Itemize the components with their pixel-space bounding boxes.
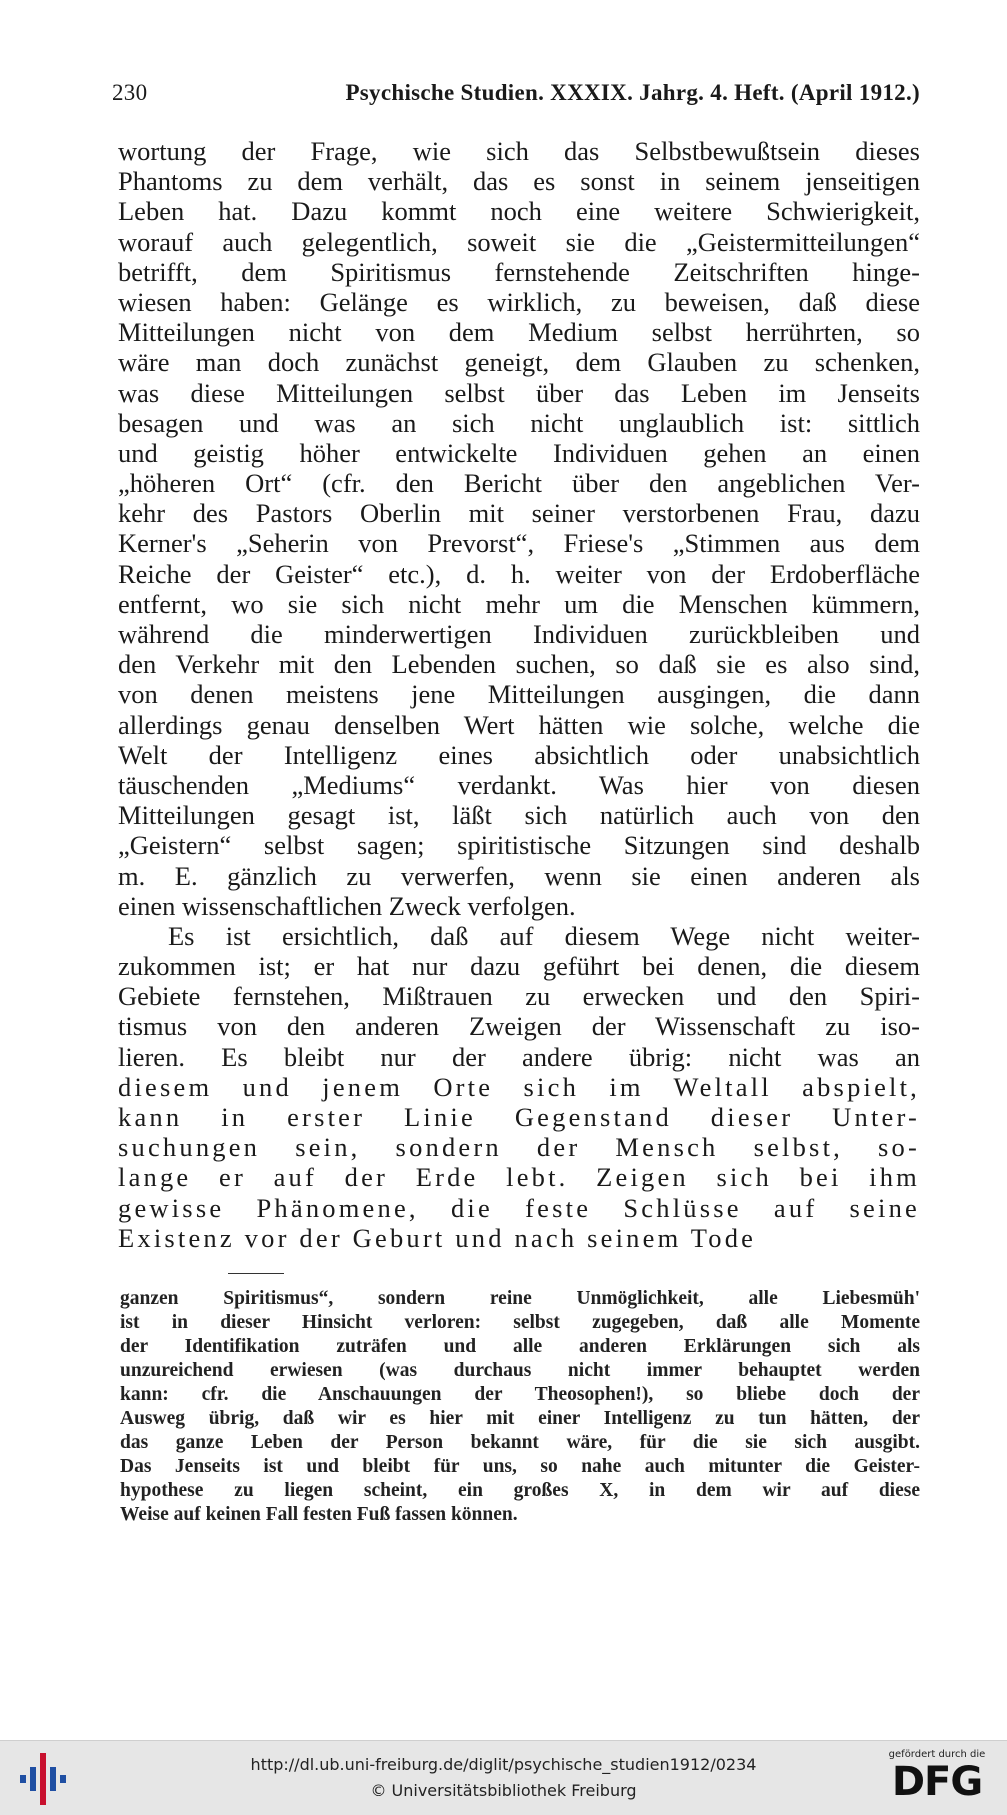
- text-line: was diese Mitteilungen selbst über das Leben im Jenseits: [118, 377, 920, 408]
- dfg-sponsor-logo: [881, 1749, 993, 1803]
- text-line: den Verkehr mit den Lebenden suchen, so daß sie es also sind,: [118, 649, 920, 680]
- text-line: wortung der Frage, wie sich das Selbstbewußtsein dieses: [118, 136, 920, 166]
- text-line: kehr des Pastors Oberlin mit seiner verstorbenen Frau, dazu: [118, 498, 920, 529]
- text-line: einen wissenschaftlichen Zweck verfolgen.: [118, 890, 576, 921]
- text-line: während die minderwertigen Individuen zurückbleiben und: [118, 619, 920, 649]
- text-line: lieren. Es bleibt nur der andere übrig: nicht was an: [118, 1041, 920, 1072]
- text-line: allerdings genau denselben Wert hätten wie solche, welche die: [118, 709, 920, 740]
- text-line: entfernt, wo sie sich nicht mehr um die Menschen kümmern,: [118, 588, 920, 619]
- running-title: Psychische Studien. XXXIX. Jahrg. 4. Heft. (April 1912.): [345, 80, 920, 105]
- text-line: Gebiete fernstehen, Mißtrauen zu erwecken und den Spiri-: [118, 981, 920, 1012]
- text-line: von denen meistens jene Mitteilungen ausgingen, die dann: [118, 679, 920, 710]
- running-header: [112, 80, 920, 114]
- text-line: Kerner's „Seherin von Prevorst“, Friese's „Stimmen aus dem: [118, 528, 920, 559]
- footnote-line: kann: cfr. die Anschauungen der Theosophen!), so bliebe doch der: [120, 1384, 920, 1405]
- footnote-line: Weise auf keinen Fall festen Fuß fassen können.: [120, 1504, 518, 1525]
- text-line: zukommen ist; er hat nur dazu geführt bei denen, die diesem: [118, 951, 920, 982]
- footnote-line: hypothese zu liegen scheint, ein großes X, in dem wir auf diese: [120, 1480, 920, 1501]
- text-line: tismus von den anderen Zweigen der Wissenschaft zu iso-: [118, 1011, 920, 1042]
- source-url-link[interactable]: http://dl.ub.uni-freiburg.de/diglit/psychische_studien1912/0234: [250, 1755, 757, 1774]
- page-number: 230: [112, 80, 148, 105]
- text-line: suchungen sein, sondern der Mensch selbst, so-: [118, 1132, 920, 1163]
- text-line: diesem und jenem Orte sich im Weltall abspielt,: [118, 1071, 920, 1102]
- text-line: Leben hat. Dazu kommt noch eine weitere Schwierigkeit,: [118, 196, 920, 227]
- dfg-mark: DFG: [891, 1759, 983, 1805]
- text-line: betrifft, dem Spiritismus fernstehende Zeitschriften hinge-: [118, 256, 920, 287]
- text-line: lange er auf der Erde lebt. Zeigen sich bei ihm: [118, 1162, 920, 1193]
- footnote-line: Ausweg übrig, daß wir es hier mit einer Intelligenz zu tun hätten, der: [120, 1408, 920, 1429]
- text-line: Reiche der Geister“ etc.), d. h. weiter von der Erdoberfläche: [118, 558, 920, 589]
- text-line: besagen und was an sich nicht unglaublich ist: sittlich: [118, 407, 920, 438]
- footnote-line: Das Jenseits ist und bleibt für uns, so nahe auch mitunter die Geister-: [120, 1456, 920, 1477]
- copyright-notice: © Universitätsbibliothek Freiburg: [370, 1781, 637, 1800]
- text-line: Mitteilungen gesagt ist, läßt sich natürlich auch von den: [118, 800, 920, 831]
- text-line: wiesen haben: Gelänge es wirklich, zu beweisen, daß diese: [118, 286, 920, 317]
- text-line: m. E. gänzlich zu verwerfen, wenn sie einen anderen als: [118, 860, 920, 891]
- viewer-footer: [0, 1740, 1007, 1815]
- text-line: wäre man doch zunächst geneigt, dem Glauben zu schenken,: [118, 347, 920, 378]
- text-line: Existenz vor der Geburt und nach seinem Tode: [118, 1222, 757, 1253]
- footnote-line: das ganze Leben der Person bekannt wäre, für die sie sich ausgibt.: [120, 1432, 920, 1453]
- text-line: „höheren Ort“ (cfr. den Bericht über den angeblichen Ver-: [118, 468, 920, 499]
- main-text: [118, 136, 920, 1253]
- footnote-line: unzureichend erwiesen (was durchaus nicht immer behauptet werden: [120, 1360, 920, 1381]
- text-line: Mitteilungen nicht von dem Medium selbst herrührten, so: [118, 317, 920, 348]
- text-line: Welt der Intelligenz eines absichtlich oder unabsichtlich: [118, 739, 920, 770]
- text-line: Phantoms zu dem verhält, das es sonst in seinem jenseitigen: [118, 166, 920, 197]
- footnote-line: der Identifikation zuträfen und alle anderen Erklärungen sich als: [120, 1336, 920, 1357]
- text-line: „Geistern“ selbst sagen; spiritistische Sitzungen sind deshalb: [118, 830, 920, 861]
- text-line: gewisse Phänomene, die feste Schlüsse auf seine: [118, 1192, 920, 1223]
- footnote-line: ganzen Spiritismus“, sondern reine Unmöglichkeit, alle Liebesmüh': [120, 1288, 920, 1309]
- dfg-caption: gefördert durch die: [888, 1749, 986, 1760]
- footnote-divider: [228, 1273, 284, 1274]
- text-line: täuschenden „Mediums“ verdankt. Was hier von diesen: [118, 769, 920, 800]
- text-line: kann in erster Linie Gegenstand dieser Unter-: [118, 1102, 920, 1132]
- text-line: worauf auch gelegentlich, soweit sie die „Geistermitteilungen“: [118, 226, 920, 257]
- text-line: und geistig höher entwickelte Individuen gehen an einen: [118, 437, 920, 468]
- text-line: Es ist ersichtlich, daß auf diesem Wege nicht weiter-: [168, 920, 920, 951]
- footnote: [120, 1287, 920, 1527]
- footnote-line: ist in dieser Hinsicht verloren: selbst zugegeben, daß alle Momente: [120, 1312, 920, 1333]
